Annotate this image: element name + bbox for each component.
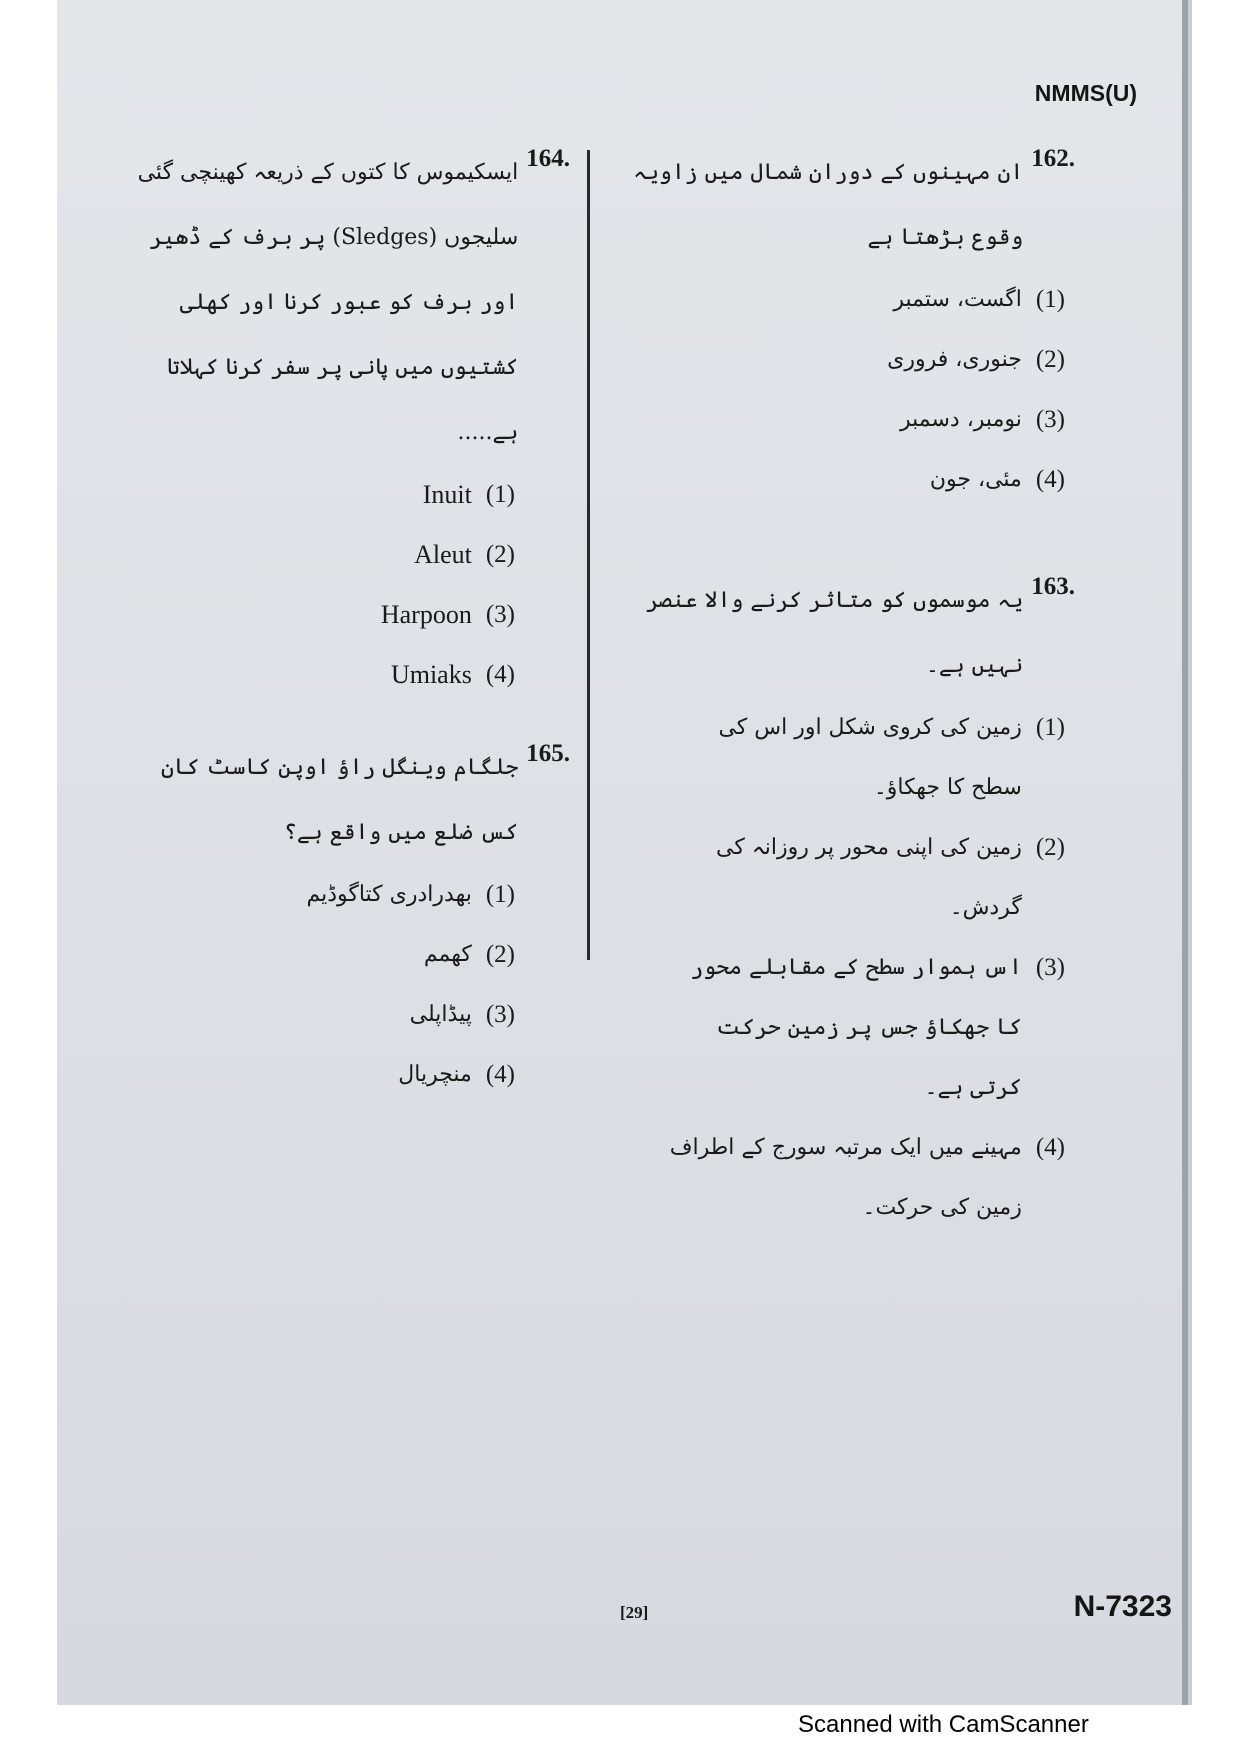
option-4: (4) Umiaks xyxy=(125,645,515,705)
question-164 xyxy=(125,140,570,705)
option-text: پیڈاپلی xyxy=(409,1002,472,1027)
option-1: (1) بھدرادری کتاگوڈیم xyxy=(125,865,515,925)
option-3: (3) پیڈاپلی xyxy=(125,985,515,1045)
scanner-watermark: Scanned with CamScanner xyxy=(798,1711,1089,1738)
question-165 xyxy=(125,735,570,1105)
option-3: (3) نومبر، دسمبر xyxy=(625,390,1065,450)
option-text: مہینے میں ایک مرتبہ سورج کے اطراف زمین کی حرکت۔ xyxy=(669,1135,1022,1220)
question-text: ایسکیموس کا کتوں کے ذریعہ کھینچی گئی سلیجوں (Sledges) پر برف کے ڈھیر اور برف کو عبور کرنا اور کھلی کشتیوں میں پانی پر سفر کرنا کہلاتا ہے..... xyxy=(137,160,519,445)
option-4: (4) مئی، جون xyxy=(625,450,1065,510)
option-3: (3) اس ہموار سطح کے مقابلے محور کا جھکاؤ جس پر زمین حرکت کرتی ہے۔ xyxy=(625,938,1065,1118)
option-text: Inuit xyxy=(422,480,472,509)
option-4: (4) مہینے میں ایک مرتبہ سورج کے اطراف زمین کی حرکت۔ xyxy=(625,1118,1065,1238)
option-text: نومبر، دسمبر xyxy=(899,407,1022,432)
question-number: 163. xyxy=(1031,573,1075,600)
option-2: (2) Aleut xyxy=(125,525,515,585)
exam-code-header: NMMS(U) xyxy=(1034,80,1137,106)
question-number: 164. xyxy=(526,145,570,172)
question-163 xyxy=(625,568,1075,1238)
paper-code: N-7323 xyxy=(1073,1590,1172,1623)
column-divider xyxy=(587,150,590,960)
option-1: (1) Inuit xyxy=(125,465,515,525)
option-text: جنوری، فروری xyxy=(887,347,1022,372)
option-text: Aleut xyxy=(414,540,472,569)
option-text: زمین کی کروی شکل اور اس کی سطح کا جھکاؤ۔ xyxy=(718,715,1022,800)
left-column xyxy=(125,140,570,1135)
option-text: Umiaks xyxy=(390,660,472,689)
question-162 xyxy=(625,140,1075,510)
option-2: (2) زمین کی اپنی محور پر روزانہ کی گردش۔ xyxy=(625,818,1065,938)
option-text: کھمم xyxy=(423,942,472,967)
option-2: (2) کھمم xyxy=(125,925,515,985)
option-text: اس ہموار سطح کے مقابلے محور کا جھکاؤ جس پر زمین حرکت کرتی ہے۔ xyxy=(690,955,1022,1100)
question-text: ان مہینوں کے دوران شمال میں زاویہ وقوع بڑھتا ہے xyxy=(633,160,1024,250)
option-text: مئی، جون xyxy=(929,467,1022,492)
option-text: اگست، ستمبر xyxy=(893,287,1022,312)
question-number: 162. xyxy=(1031,145,1075,172)
option-text: زمین کی اپنی محور پر روزانہ کی گردش۔ xyxy=(716,835,1022,920)
option-text: Harpoon xyxy=(380,600,472,629)
option-text: منچریال xyxy=(398,1062,472,1087)
question-text: جلگام وینگل راؤ اوپن کاسٹ کان کس ضلع میں واقع ہے؟ xyxy=(161,755,519,845)
option-2: (2) جنوری، فروری xyxy=(625,330,1065,390)
question-number: 165. xyxy=(526,740,570,767)
option-4: (4) منچریال xyxy=(125,1045,515,1105)
right-column xyxy=(625,140,1075,1268)
page-number: [29] xyxy=(620,1603,649,1622)
option-1: (1) اگست، ستمبر xyxy=(625,270,1065,330)
option-text: بھدرادری کتاگوڈیم xyxy=(306,882,472,907)
option-3: (3) Harpoon xyxy=(125,585,515,645)
question-text: یہ موسموں کو متاثر کرنے والا عنصر نہیں ہے۔ xyxy=(646,588,1024,678)
option-1: (1) زمین کی کروی شکل اور اس کی سطح کا جھکاؤ۔ xyxy=(625,698,1065,818)
